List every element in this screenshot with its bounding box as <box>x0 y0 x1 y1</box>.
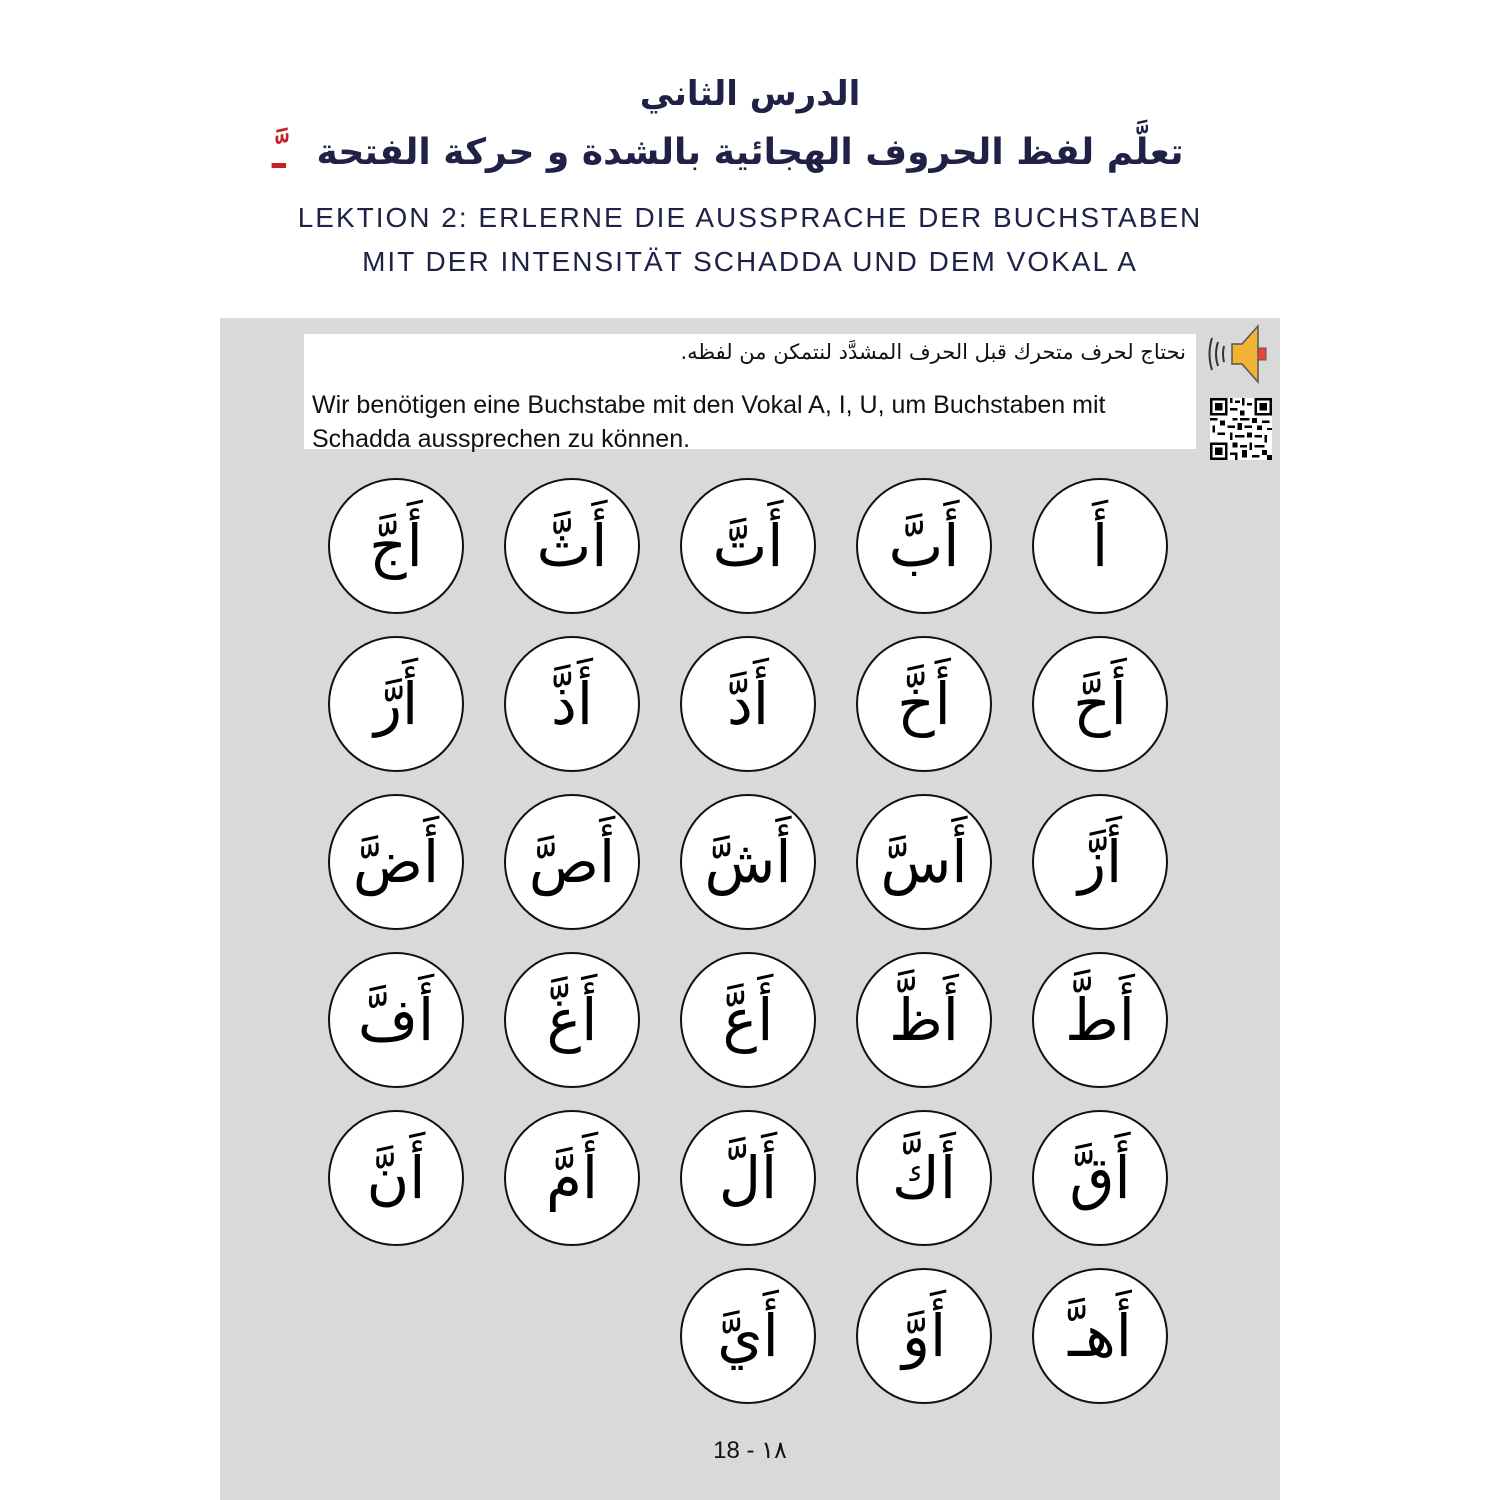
letter-glyph <box>1034 1112 1166 1244</box>
letter-glyph <box>682 480 814 612</box>
letter-glyph <box>506 1112 638 1244</box>
letter-circle[interactable] <box>680 1268 816 1404</box>
letter-glyph <box>330 796 462 928</box>
letter-glyph <box>682 796 814 928</box>
letter-glyph <box>858 480 990 612</box>
letter-base: أَي <box>717 1302 779 1370</box>
letter-circle[interactable] <box>856 794 992 930</box>
letter-glyph <box>682 1112 814 1244</box>
letter-circle[interactable] <box>856 1268 992 1404</box>
letter-glyph <box>682 1270 814 1402</box>
letter-glyph <box>682 638 814 770</box>
letter-circle[interactable] <box>504 794 640 930</box>
letter-glyph <box>1034 1270 1166 1402</box>
letter-glyph <box>858 954 990 1086</box>
letter-circle[interactable] <box>504 478 640 614</box>
letter-glyph <box>1034 954 1166 1086</box>
exercise-panel <box>220 318 1280 1500</box>
letter-base: أَم <box>545 1144 599 1212</box>
letter-circle[interactable] <box>1032 636 1168 772</box>
page-number: 18 - ١٨ <box>713 1437 787 1464</box>
letter-circle[interactable] <box>504 636 640 772</box>
letter-base: أَق <box>1069 1144 1131 1212</box>
letter-base: أَث <box>536 512 608 580</box>
letter-glyph <box>506 638 638 770</box>
lesson-title-arabic: الدرس الثاني <box>639 74 861 114</box>
letter-base: أَر <box>373 670 419 738</box>
letter-circle[interactable] <box>856 1110 992 1246</box>
instruction-text-german: Wir benötigen eine Buchstabe mit den Vokal A, I, U, um Buchstaben mit Schadda aussprechen zu können. <box>312 391 1106 453</box>
qr-code-icon[interactable] <box>1210 398 1272 460</box>
lesson-title-german-line-1: LEKTION 2: ERLERNE DIE AUSSPRACHE DER BUCHSTABEN <box>297 202 1203 233</box>
letter-base: أَس <box>880 828 968 896</box>
letter-glyph <box>858 1112 990 1244</box>
letter-base: أَش <box>704 828 792 896</box>
letter-base: أَط <box>1065 986 1135 1054</box>
letter-base: أَض <box>352 828 440 896</box>
letter-glyph <box>330 480 462 612</box>
page-header <box>0 0 1500 300</box>
letter-circle[interactable] <box>680 794 816 930</box>
letter-circle[interactable] <box>328 478 464 614</box>
letter-base: أَف <box>357 986 435 1054</box>
letter-glyph <box>858 638 990 770</box>
letter-base: أَك <box>892 1144 956 1212</box>
letter-base: أَ <box>1091 512 1109 580</box>
letter-glyph <box>330 954 462 1086</box>
letter-circle[interactable] <box>856 636 992 772</box>
letter-glyph <box>858 1270 990 1402</box>
letter-circle[interactable] <box>1032 1268 1168 1404</box>
letter-glyph <box>858 796 990 928</box>
letter-base: أَد <box>727 670 769 738</box>
letter-base: أَظ <box>889 986 959 1054</box>
letter-glyph <box>506 954 638 1086</box>
letter-base: أَب <box>888 512 960 580</box>
letter-base: أَغ <box>546 986 598 1054</box>
shadda-fatha-symbol: ـَّ <box>272 132 286 178</box>
letter-circle[interactable] <box>680 1110 816 1246</box>
letter-base: أَخ <box>897 670 951 738</box>
letter-glyph <box>682 954 814 1086</box>
letter-circle[interactable] <box>1032 794 1168 930</box>
letter-glyph <box>1034 638 1166 770</box>
letter-glyph <box>330 1112 462 1244</box>
letter-base: أَص <box>528 828 616 896</box>
speaker-icon[interactable] <box>1208 322 1272 386</box>
letter-circle[interactable] <box>856 478 992 614</box>
lesson-subtitle-arabic: تعلَّم لفظ الحروف الهجائية بالشدة و حركة الفتحة <box>316 132 1184 173</box>
letter-base: أَن <box>366 1144 426 1212</box>
letter-base: أَل <box>718 1144 778 1212</box>
letter-circle[interactable] <box>504 952 640 1088</box>
letter-base: أَز <box>1077 828 1123 896</box>
letter-glyph <box>1034 480 1166 612</box>
letter-circle[interactable] <box>328 952 464 1088</box>
letter-circle[interactable] <box>328 1110 464 1246</box>
letter-circle[interactable] <box>1032 478 1168 614</box>
letter-circle[interactable] <box>856 952 992 1088</box>
letter-circle[interactable] <box>1032 1110 1168 1246</box>
letter-base: أَع <box>722 986 774 1054</box>
letter-circle[interactable] <box>328 794 464 930</box>
letter-base: أَح <box>1073 670 1127 738</box>
letter-base: أَج <box>369 512 423 580</box>
letter-circle[interactable] <box>680 636 816 772</box>
letter-base: أَذ <box>551 670 593 738</box>
lesson-title-german-line-2: MIT DER INTENSITÄT SCHADDA UND DEM VOKAL A <box>362 246 1138 277</box>
letter-glyph <box>330 638 462 770</box>
letter-glyph <box>1034 796 1166 928</box>
instruction-box <box>304 334 1196 453</box>
letter-circle[interactable] <box>680 478 816 614</box>
letter-circle[interactable] <box>680 952 816 1088</box>
letter-circle[interactable] <box>1032 952 1168 1088</box>
letter-base: أَهـ <box>1068 1302 1132 1370</box>
letter-circle[interactable] <box>504 1110 640 1246</box>
letter-glyph <box>506 796 638 928</box>
letter-glyph <box>506 480 638 612</box>
letter-base: أَت <box>712 512 784 580</box>
instruction-text-arabic: نحتاج لحرف متحرك قبل الحرف المشدَّد لنتمكن من لفظه. <box>680 340 1186 364</box>
letter-base: أَو <box>901 1302 947 1370</box>
letter-circle[interactable] <box>328 636 464 772</box>
